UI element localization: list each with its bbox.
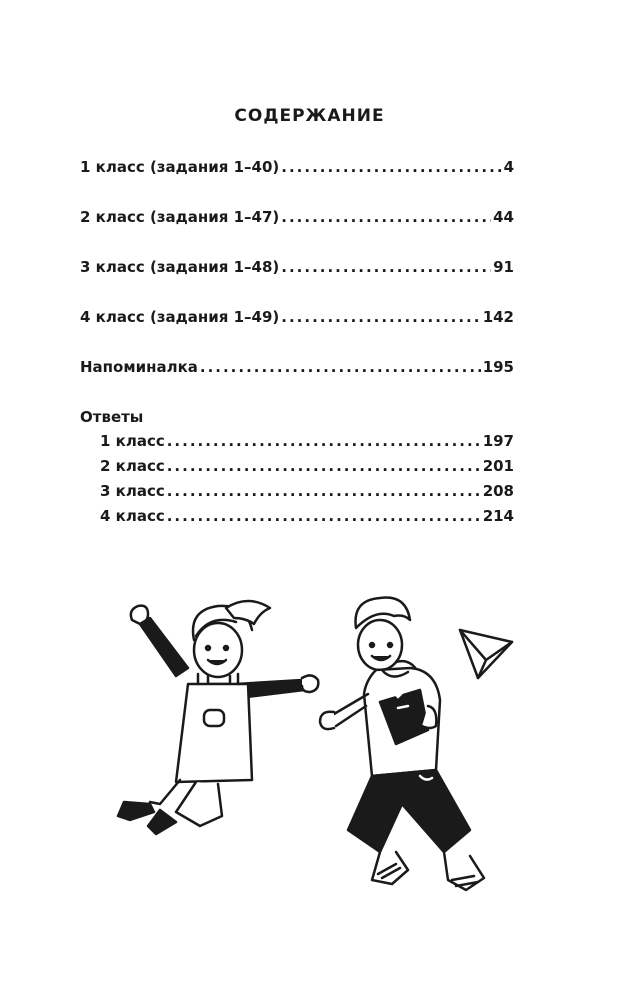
leader-dots [167,482,481,500]
leader-dots [167,432,481,450]
toc-entry-grade-3[interactable] [80,258,514,282]
toc-entry-grade-1[interactable] [80,158,514,182]
toc-entry-page: 142 [482,308,514,326]
leader-dots [281,158,501,176]
toc-entry-grade-4[interactable] [80,308,514,332]
table-of-contents [80,155,514,531]
toc-entry-page: 197 [482,432,514,450]
toc-answers-grade-4[interactable] [80,507,514,531]
answers-heading: Ответы [80,408,144,426]
toc-entry-label: 4 класс (задания 1–49) [80,308,280,326]
toc-entry-page: 214 [482,507,514,525]
toc-entry-label: 2 класс (задания 1–47) [80,208,280,226]
toc-answers-grade-1[interactable] [80,432,514,456]
illustration [0,590,619,910]
toc-entry-label: 3 класс [100,482,165,500]
toc-entry-page: 195 [482,358,514,376]
toc-entry-page: 44 [493,208,514,226]
toc-entry-label: 4 класс [100,507,165,525]
toc-entry-page: 91 [493,258,514,276]
paper-plane-icon [460,630,512,678]
leader-dots [200,358,481,376]
leader-dots [281,308,480,326]
toc-answers-grade-2[interactable] [80,457,514,481]
toc-entry-page: 208 [482,482,514,500]
toc-entry-page: 4 [503,158,514,176]
leader-dots [281,208,491,226]
toc-entry-grade-2[interactable] [80,208,514,232]
page-title: СОДЕРЖАНИЕ [234,106,385,126]
toc-entry-label: 1 класс (задания 1–40) [80,158,280,176]
leader-dots [167,457,481,475]
girl-jumping-icon [118,601,318,834]
leader-dots [281,258,491,276]
boy-jumping-icon [320,597,484,890]
toc-entry-label: 1 класс [100,432,165,450]
toc-entry-reminder[interactable] [80,358,514,382]
toc-entry-page: 201 [482,457,514,475]
leader-dots [167,507,481,525]
toc-entry-label: 3 класс (задания 1–48) [80,258,280,276]
toc-entry-label: 2 класс [100,457,165,475]
toc-entry-label: Напоминалка [80,358,198,376]
toc-answers-grade-3[interactable] [80,482,514,506]
